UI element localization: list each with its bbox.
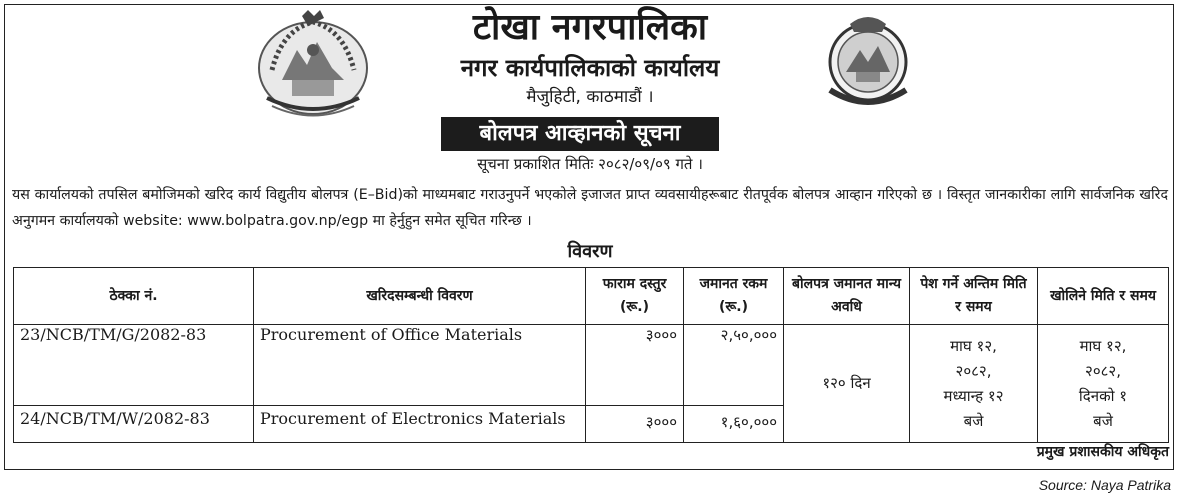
opening-line: दिनको १: [1078, 386, 1128, 405]
column-header: जमानत रकम (रू.): [684, 268, 784, 325]
form-fee: ३०००: [586, 406, 684, 443]
opening-line: बजे: [1093, 411, 1113, 430]
opening-line: २०८२,: [1085, 361, 1121, 380]
office-name: नगर कार्यपालिकाको कार्यालय: [460, 54, 720, 82]
procurement-description: Procurement of Electronics Materials: [254, 406, 586, 443]
tender-table: [13, 267, 1169, 443]
publish-date: सूचना प्रकाशित मितिः २०८२/०९/०९ गते ।: [477, 155, 703, 173]
deadline-line: बजे: [963, 411, 984, 430]
office-address: मैजुहिटी, काठमाडौं ।: [526, 87, 654, 107]
notice-title-banner: बोलपत्र आव्हानको सूचना: [441, 117, 719, 151]
municipality-logo-icon: [820, 10, 916, 110]
nepal-government-emblem-icon: [252, 10, 374, 122]
table-row: [14, 325, 1169, 406]
submission-deadline: [910, 325, 1038, 443]
bid-validity-period: १२० दिन: [784, 325, 910, 443]
signatory-title: प्रमुख प्रशासकीय अधिकृत: [1036, 444, 1169, 460]
form-fee: ३०००: [586, 325, 684, 406]
security-amount: १,६०,०००: [684, 406, 784, 443]
notice-paragraph: यस कार्यालयको तपसिल बमोजिमको खरिद कार्य विद्युतीय बोलपत्र (E–Bid)को माध्यमबाट गराउनुपर्ने भएकोले इजाजत प्राप्त व्यवसायीहरूबाट रीतपूर्वक बोलपत्र आव्हान गरिएको छ । विस्तृत जानकारीका लागि सार्वजनिक खरिद अनुगमन कार्यालयको website: www.bolpatra.gov.np/egp मा हेर्नुहुन समेत सूचित गरिन्छ ।: [12, 187, 1168, 229]
deadline-line: माघ १२,: [950, 336, 997, 355]
security-amount: २,५०,०००: [684, 325, 784, 406]
deadline-line: मध्यान्ह १२: [943, 386, 1004, 405]
deadline-line: २०८२,: [955, 361, 992, 380]
column-header: खरिदसम्बन्धी विवरण: [254, 268, 586, 325]
opening-datetime: [1038, 325, 1169, 443]
column-header: ठेक्का नं.: [14, 268, 254, 325]
column-header: बोलपत्र जमानत मान्य अवधि: [784, 268, 910, 325]
source-credit: Source: Naya Patrika: [1038, 477, 1171, 493]
contract-number: 23/NCB/TM/G/2082-83: [14, 325, 254, 406]
opening-line: माघ १२,: [1079, 336, 1127, 355]
procurement-description: Procurement of Office Materials: [254, 325, 586, 406]
column-header: पेश गर्ने अन्तिम मिति र समय: [910, 268, 1038, 325]
column-header: खोलिने मिति र समय: [1038, 268, 1169, 325]
section-heading: विवरण: [567, 241, 613, 262]
column-header: फाराम दस्तुर (रू.): [586, 268, 684, 325]
org-name: टोखा नगरपालिका: [472, 7, 708, 48]
contract-number: 24/NCB/TM/W/2082-83: [14, 406, 254, 443]
table-header-row: [14, 268, 1169, 325]
